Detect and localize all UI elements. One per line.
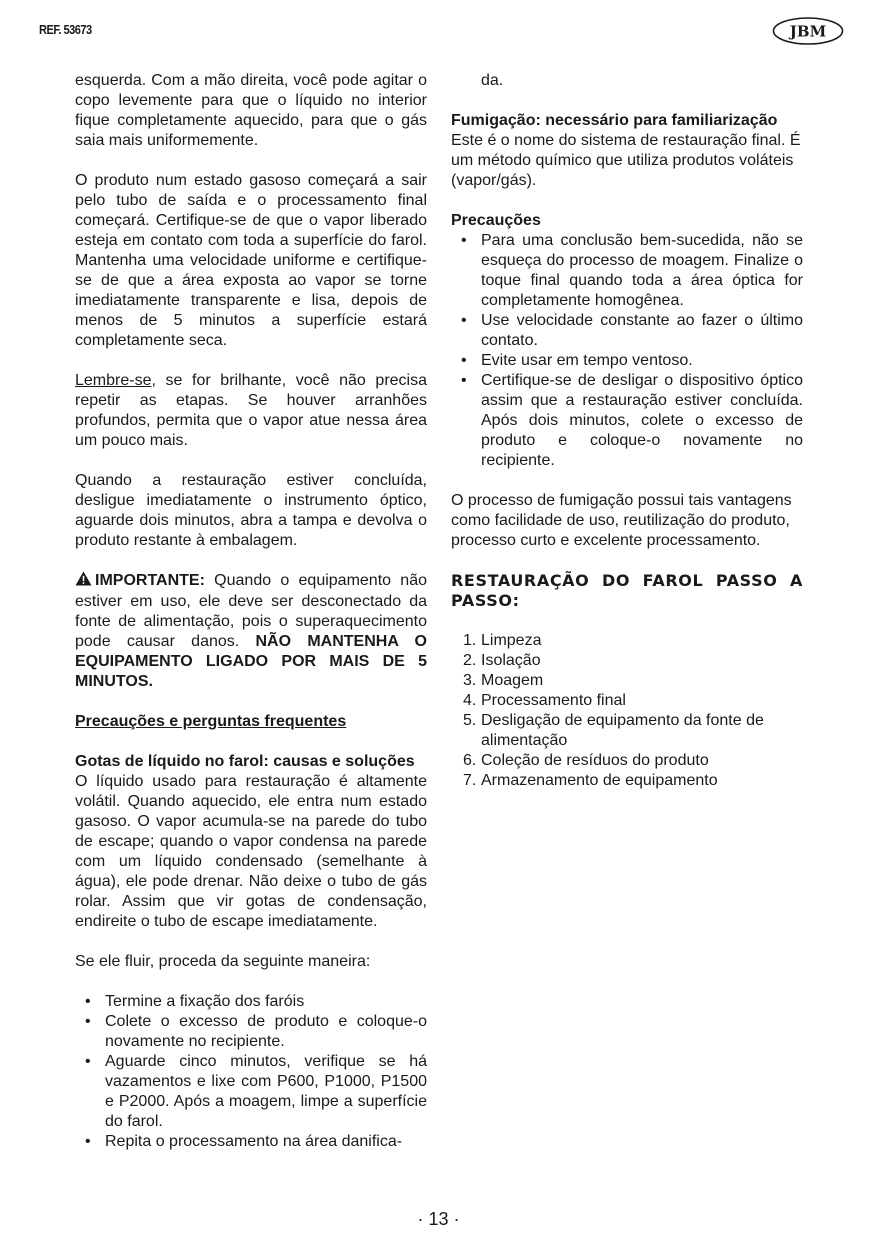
step-text: Armazenamento de equipamento — [481, 772, 718, 789]
step-text: Coleção de resíduos do produto — [481, 752, 709, 769]
bullet-icon: • — [85, 1133, 91, 1150]
step-number: 3. — [463, 672, 477, 689]
fumigation-text: Este é o nome do sistema de restauração final. É um método químico que utiliza produtos voláteis (vapor/gás). — [451, 132, 801, 189]
list-item-text: Certifique-se de desligar o dispositivo óptico assim que a restauração estiver concluída. Após dois minutos, colete o excesso de produto e coloque-o novamente no recipiente. — [481, 372, 803, 469]
important-notice — [75, 571, 427, 692]
list-item — [451, 351, 803, 371]
faq-heading: Precauções e perguntas frequentes — [75, 713, 347, 730]
jbm-logo — [772, 16, 844, 46]
steps-list — [451, 631, 803, 791]
fumigation-heading: Fumigação: necessário para familiarização — [451, 112, 778, 129]
list-item-text: Aguarde cinco minutos, verifique se há vazamentos e lixe com P600, P1000, P1500 e P2000. Após a moagem, limpe a superfície do farol. — [105, 1053, 427, 1130]
right-column — [451, 71, 803, 791]
page-number: · 13 · — [417, 1209, 460, 1229]
important-emphasis: NÃO MANTENHA O EQUIPAMENTO LIGADO POR MAIS DE 5 MINUTOS. — [75, 633, 428, 690]
list-item-text: Colete o excesso de produto e coloque-o novamente no recipiente. — [105, 1013, 427, 1050]
warning-triangle-icon — [75, 571, 92, 592]
step-item — [463, 651, 803, 671]
list-item — [451, 371, 803, 471]
important-label: IMPORTANTE: — [95, 572, 205, 589]
list-item-text: Termine a fixação dos faróis — [105, 993, 305, 1010]
precautions-bullet-list — [451, 231, 803, 471]
precautions-heading: Precauções — [451, 212, 541, 229]
list-item — [75, 1012, 427, 1052]
paragraph-completion: Quando a restauração estiver concluída, desligue imediatamente o instrumento óptico, aguarde dois minutos, abra a tampa e devolva o produto restante à embalagem. — [75, 472, 427, 549]
step-text: Isolação — [481, 652, 541, 669]
bullet-icon: • — [85, 993, 91, 1010]
flow-intro: Se ele fluir, proceda da seguinte maneira: — [75, 953, 371, 970]
list-item-text: Repita o processamento na área danifica- — [105, 1133, 403, 1150]
bullet-icon: • — [461, 352, 467, 369]
list-item-text: Use velocidade constante ao fazer o último contato. — [481, 312, 803, 349]
bullet-icon: • — [461, 372, 467, 389]
steps-heading: RESTAURAÇÃO DO FAROL PASSO A PASSO: — [451, 571, 803, 610]
bullet-icon: • — [461, 232, 467, 249]
step-item — [463, 631, 803, 651]
bullet-continuation: da. — [481, 72, 504, 89]
list-item — [75, 992, 427, 1012]
step-item — [463, 751, 803, 771]
step-item — [463, 671, 803, 691]
bullet-icon: • — [461, 312, 467, 329]
bullet-icon: • — [85, 1053, 91, 1070]
list-item-text: Evite usar em tempo ventoso. — [481, 352, 693, 369]
step-number: 6. — [463, 752, 477, 769]
logo-text: JBM — [789, 22, 827, 41]
drops-text: O líquido usado para restauração é altamente volátil. Quando aquecido, ele entra num estado gasoso. O vapor acumula-se na parede do tubo de escape; quando o vapor condensa na parede com um líquido condensado (semelhante à água), ele pode drenar. Não deixe o tubo de gás rolar. Assim que vir gotas de condensação, endireite o tubo de escape imediatamente. — [75, 773, 427, 930]
drops-heading: Gotas de líquido no farol: causas e soluções — [75, 753, 415, 770]
step-text: Limpeza — [481, 632, 542, 649]
step-text: Processamento final — [481, 692, 626, 709]
advantages-text: O processo de fumigação possui tais vantagens como facilidade de uso, reutilização do produto, processo curto e excelente processamento. — [451, 492, 792, 549]
step-number: 2. — [463, 652, 477, 669]
step-text: Desligação de equipamento da fonte de alimentação — [481, 712, 764, 749]
list-item — [75, 1052, 427, 1132]
reminder-text: , se for brilhante, você não precisa repetir as etapas. Se houver arranhões profundos, permita que o vapor atue nessa área um pouco mais. — [75, 372, 427, 449]
reference-number: REF. 53673 — [39, 22, 92, 37]
reminder-lead: Lembre-se — [75, 372, 152, 389]
step-number: 7. — [463, 772, 477, 789]
important-text: Quando o equipamento não estiver em uso, ele deve ser desconectado da fonte de alimentação, pois o superaquecimento pode causar danos. — [75, 572, 427, 650]
step-number: 5. — [463, 712, 477, 729]
list-item — [451, 311, 803, 351]
paragraph-agitate: esquerda. Com a mão direita, você pode agitar o copo levemente para que o líquido no interior fique completamente aquecido, para que o gás saia mais uniformemente. — [75, 72, 427, 149]
list-item-text: Para uma conclusão bem-sucedida, não se esqueça do processo de moagem. Finalize o toque final quando toda a área óptica for completamente homogênea. — [481, 232, 803, 309]
list-item — [75, 1132, 427, 1152]
step-number: 1. — [463, 632, 477, 649]
paragraph-gaseous-product: O produto num estado gasoso começará a sair pelo tubo de saída e o processamento final começará. Certifique-se de que o vapor liberado esteja em contato com toda a superfície do farol. Mantenha uma velocidade uniforme e certifique-se de que a área exposta ao vapor se torne imediatamente transparente e lisa, depois de menos de 5 minutos a superfície estará completamente seca. — [75, 172, 427, 349]
step-text: Moagem — [481, 672, 544, 689]
paragraph-reminder — [75, 371, 427, 451]
bullet-icon: • — [85, 1013, 91, 1030]
step-item — [463, 771, 803, 791]
left-column — [75, 71, 427, 1172]
step-number: 4. — [463, 692, 477, 709]
flow-bullet-list — [75, 992, 427, 1152]
list-item — [451, 231, 803, 311]
step-item — [463, 711, 803, 751]
jbm-logo-icon — [772, 16, 844, 46]
step-item — [463, 691, 803, 711]
